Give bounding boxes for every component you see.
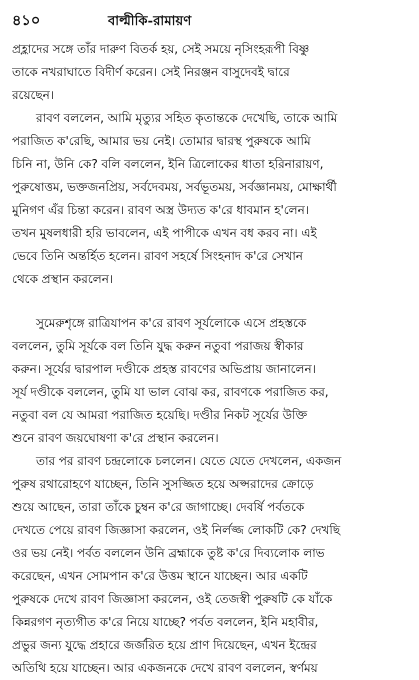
text-line: করেছেন, এখন সোমপান ক'রে উত্তম স্থানে যাচ্ছেন। আর একটি	[12, 569, 308, 583]
paragraph-gap	[12, 291, 407, 312]
text-line: শুনে রাবণ জয়ঘোষণা ক'রে প্রস্থান করলেন।	[12, 431, 219, 445]
text-line: বললেন, তুমি সূর্যকে বল তিনি যুদ্ধ করুন নতুবা পরাজয় স্বীকার	[12, 339, 304, 353]
body-text	[12, 38, 407, 680]
text-line: পুরুষোত্তম, ভক্তজনপ্রিয়, সর্বদেবময়, সর্বভূতময়, সর্বজ্ঞানময়, মোক্ষার্থী	[12, 180, 337, 194]
text-line: অতিথি হয়ে যাচ্ছেন। আর একজনকে দেখে রাবণ বললেন, স্বর্ণময়	[12, 661, 318, 675]
text-line: রাবণ বললেন, আমি মৃত্যুর সহিত কৃতান্তকে দেখেছি, তাকে আমি	[36, 111, 338, 125]
paragraph-1	[12, 38, 407, 107]
page-header	[12, 10, 407, 32]
text-line: ভেবে তিনি অন্তর্হিত হলেন। রাবণ সহর্ষে সিংহনাদ ক'রে সেখান	[12, 249, 303, 263]
text-line: নতুবা বল যে আমরা পরাজিত হয়েছি। দণ্ডীর নিকট সূর্যের উক্তি	[12, 408, 308, 422]
text-line: প্রভুর জন্য যুদ্ধে প্রহারে জর্জরিত হয়ে প্রাণ দিয়েছেন, এখন ইন্দ্রের	[12, 638, 317, 652]
text-line: কিন্নরগণ নৃত্যগীত ক'রে নিয়ে যাচ্ছে? পর্বত বললেন, ইনি মহাবীর,	[12, 615, 319, 629]
text-line: তাকে নখরাঘাতে বিদীর্ণ করেন। সেই নিরঞ্জন বাসুদেবই দ্বারে	[12, 65, 290, 79]
page-number: ৪১০	[12, 12, 41, 29]
text-line: করুন। সূর্যের দ্বারপাল দণ্ডীকে প্রহস্ত রাবণের অভিপ্রায় জানালেন।	[12, 362, 316, 376]
text-line: পরাজিত ক'রেছি, আমার ভয় নেই। তোমার দ্বারস্থ পুরুষকে আমি	[12, 134, 311, 148]
text-line: তার পর রাবণ চন্দ্রলোকে চললেন। যেতে যেতে দেখলেন, একজন	[36, 454, 342, 468]
text-line: ওর ভয় নেই। পর্বত বললেন উনি ব্রহ্মাকে তুষ্ট ক'রে দিব্যলোক লাভ	[12, 546, 325, 560]
text-line: শুয়ে আছেন, তারা তাঁকে চুম্বন ক'রে জাগাচ্ছে। দেবর্ষি পর্বতকে	[12, 500, 305, 514]
paragraph-3	[12, 312, 407, 450]
text-line: পুরুষকে দেখে রাবণ জিজ্ঞাসা করলেন, ওই তেজস্বী পুরুষটি কে যাঁকে	[12, 592, 333, 606]
running-title: বাল্মীকি-রামায়ণ	[108, 14, 192, 29]
text-line: রয়েছেন।	[12, 88, 54, 102]
text-line: মুনিগণ এঁর চিন্তা করেন। রাবণ অস্ত্র উদ্যত ক'রে ধাবমান হ'লেন।	[12, 203, 309, 217]
text-line: তখন মুষলধারী হরি ভাবলেন, এই পাপীকে এখন বধ করব না। এই	[12, 226, 317, 240]
text-line: থেকে প্রস্থান করলেন।	[12, 272, 114, 286]
paragraph-4	[12, 450, 407, 680]
paragraph-2	[12, 107, 407, 291]
text-line: প্রহ্লাদের সঙ্গে তাঁর দারুণ বিতর্ক হয়, সেই সময়ে নৃসিংহরূপী বিষ্ণু	[12, 42, 310, 56]
text-line: দেখতে পেয়ে রাবণ জিজ্ঞাসা করলেন, ওই নির্লজ্জ লোকটি কে? দেখছি	[12, 523, 341, 537]
text-line: সূর্য দণ্ডীকে বললেন, তুমি যা ভাল বোঝ কর, রাবণকে পরাজিত কর,	[12, 385, 329, 399]
text-line: চিনি না, উনি কে? বলি বললেন, ইনি ত্রিলোকের ধাতা হরিনারায়ণ,	[12, 157, 324, 171]
text-line: সুমেরুশৃঙ্গে রাত্রিযাপন ক'রে রাবণ সূর্যলোকে এসে প্রহস্তকে	[36, 316, 307, 330]
text-line: পুরুষ রথারোহণে যাচ্ছেন, তিনি সুসজ্জিত হয়ে অপ্সরাদের ক্রোড়ে	[12, 477, 314, 491]
